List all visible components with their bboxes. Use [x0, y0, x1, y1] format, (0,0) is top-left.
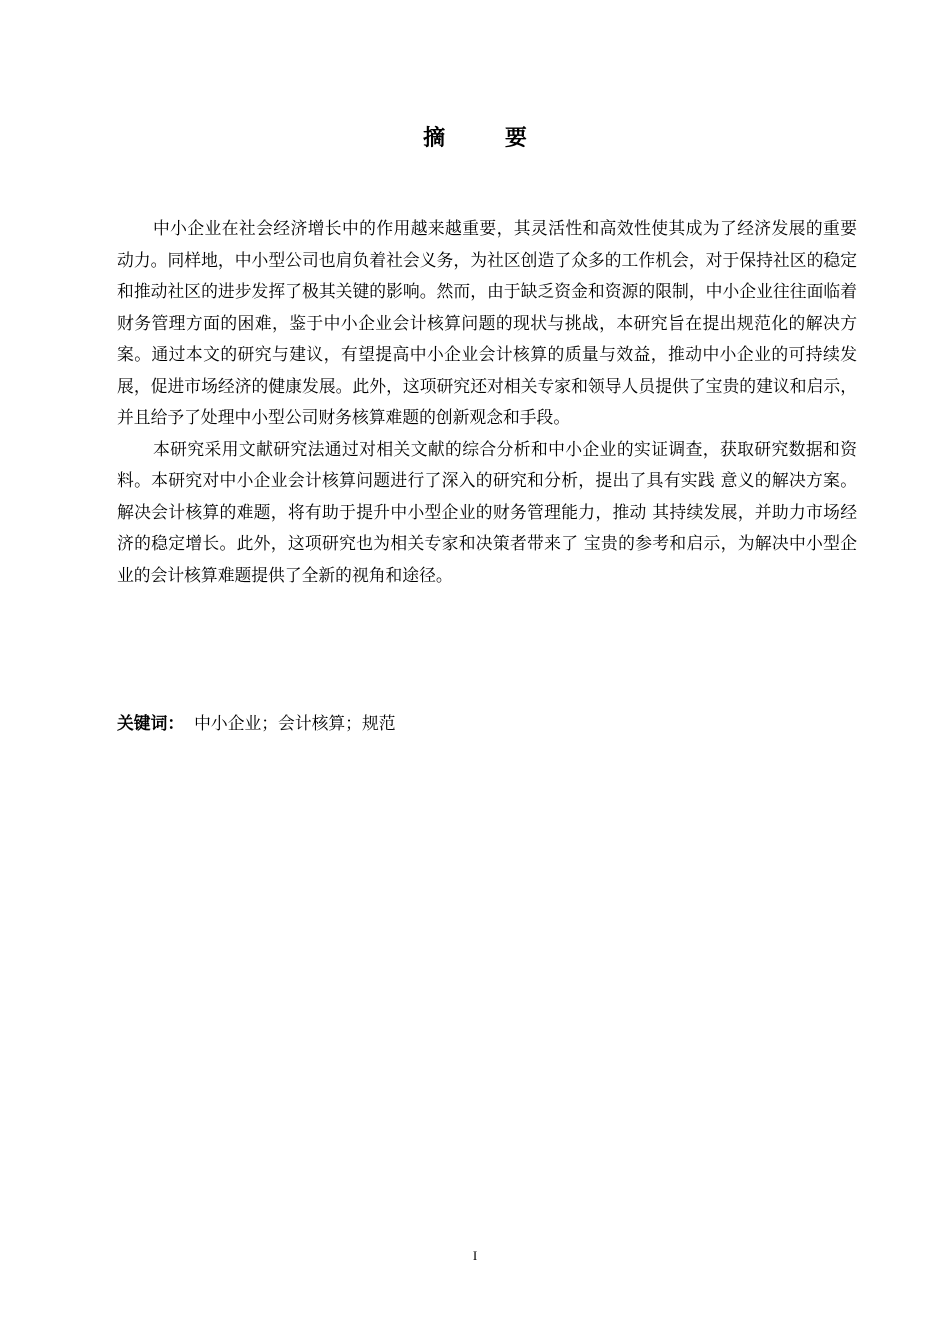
keywords-label: 关键词：	[117, 713, 185, 733]
keywords-line	[117, 708, 857, 740]
abstract-paragraph-2: 本研究采用文献研究法通过对相关文献的综合分析和中小企业的实证调查，获取研究数据和资料。本研究对中小企业会计核算问题进行了深入的研究和分析，提出了具有实践 意义的解决方案。解决会计核算的难题，将有助于提升中小型企业的财务管理能力，推动 其持续发展，并助力市场经济的稳定增长。此外，这项研究也为相关专家和决策者带来了 宝贵的参考和启示，为解决中小型企业的会计核算难题提供了全新的视角和途径。	[117, 438, 857, 585]
abstract-body	[117, 213, 857, 591]
keywords-value: 中小企业；会计核算；规范	[194, 713, 396, 733]
page-number: I	[472, 1248, 478, 1263]
abstract-paragraph-1: 中小企业在社会经济增长中的作用越来越重要，其灵活性和高效性使其成为了经济发展的重要动力。同样地，中小型公司也肩负着社会义务，为社区创造了众多的工作机会，对于保持社区的稳定和推动社区的进步发挥了极其关键的影响。然而，由于缺乏资金和资源的限制，中小企业往往面临着财务管理方面的困难，鉴于中小企业会计核算问题的现状与挑战，本研究旨在提出规范化的解决方案。通过本文的研究与建议，有望提高中小企业会计核算的质量与效益，推动中小企业的可持续发展，促进市场经济的健康发展。此外，这项研究还对相关专家和领导人员提供了宝贵的建议和启示，并且给予了处理中小型公司财务核算难题的创新观念和手段。	[117, 218, 857, 427]
abstract-title: 摘 要	[423, 126, 553, 151]
